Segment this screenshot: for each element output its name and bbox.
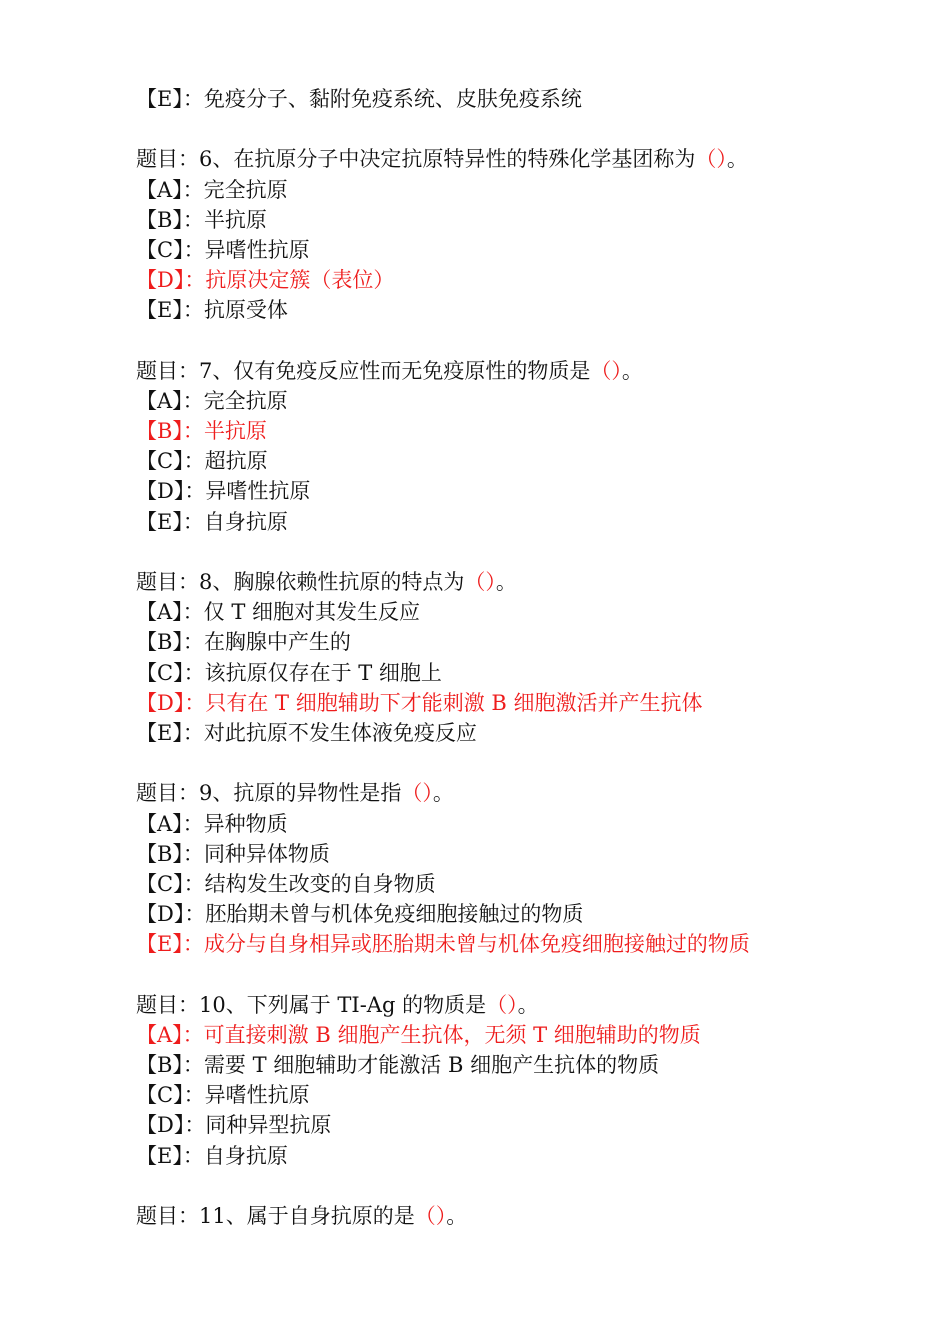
- option-label: 【B】：: [136, 1053, 204, 1077]
- question-list: [136, 114, 896, 1231]
- option-text: 抗原决定簇（表位）: [205, 268, 395, 293]
- blank-line: [136, 1171, 896, 1201]
- option-text: 需要 T 细胞辅助才能激活 B 细胞产生抗体的物质: [203, 1053, 660, 1077]
- option-line: [136, 869, 896, 899]
- option-line: [136, 476, 896, 506]
- option-text: 超抗原: [204, 449, 268, 474]
- option-text: 同种异体物质: [203, 841, 330, 866]
- option-line: [136, 446, 896, 476]
- question-end-mark: 。: [495, 570, 517, 594]
- option-label: 【B】：: [136, 841, 204, 866]
- option-line: [136, 386, 896, 416]
- option-line: [136, 175, 896, 205]
- option-label: 【D】：: [136, 1113, 206, 1138]
- option-label: 【A】：: [136, 177, 204, 202]
- option-line-correct: [136, 929, 896, 959]
- option-label: 【C】：: [136, 237, 205, 262]
- option-label: 【E】：: [136, 932, 204, 957]
- option-text: 仅 T 细胞对其发生反应: [203, 600, 421, 625]
- option-line: [136, 205, 896, 235]
- answer-parenthesis: （）: [401, 781, 433, 806]
- blank-line: [136, 959, 896, 989]
- option-text: 异嗜性抗原: [204, 237, 310, 262]
- option-line: [136, 1110, 896, 1140]
- option-line: [136, 295, 896, 325]
- option-text: 只有在 T 细胞辅助下才能刺激 B 细胞激活并产生抗体: [205, 690, 703, 715]
- question-text: 题目：8、胸腺依赖性抗原的特点为: [136, 570, 465, 594]
- option-label: 【B】：: [136, 419, 204, 444]
- question-end-mark: 。: [517, 992, 539, 1017]
- answer-parenthesis: （）: [590, 358, 622, 383]
- option-label: 【E】：: [136, 720, 204, 745]
- option-text: 半抗原: [203, 207, 267, 232]
- question-end-mark: 。: [621, 358, 643, 383]
- option-label: 【A】：: [136, 811, 204, 836]
- option-line: [136, 84, 896, 114]
- option-text: 免疫分子、黏附免疫系统、皮肤免疫系统: [203, 87, 582, 111]
- option-text: 可直接刺激 B 细胞产生抗体，无须 T 细胞辅助的物质: [203, 1022, 701, 1047]
- option-text: 在胸腺中产生的: [203, 630, 351, 655]
- option-line: [136, 235, 896, 265]
- question-text: 题目：7、仅有免疫反应性而无免疫原性的物质是: [136, 358, 591, 383]
- option-text: 半抗原: [203, 419, 267, 444]
- option-label: 【C】：: [136, 1083, 205, 1108]
- option-text: 完全抗原: [203, 177, 288, 202]
- option-label: 【D】：: [136, 268, 206, 293]
- question-title: [136, 1201, 896, 1231]
- question-title: [136, 567, 896, 597]
- option-label: 【E】：: [136, 509, 204, 534]
- answer-parenthesis: （）: [695, 147, 727, 172]
- option-text: 胚胎期未曾与机体免疫细胞接触过的物质: [205, 902, 584, 927]
- option-text: 自身抗原: [203, 1143, 288, 1168]
- option-line: [136, 1050, 896, 1080]
- blank-line: [136, 748, 896, 778]
- option-line: [136, 1080, 896, 1110]
- option-text: 同种异型抗原: [205, 1113, 332, 1138]
- option-line: [136, 1141, 896, 1171]
- option-label: 【D】：: [136, 479, 206, 504]
- option-line-correct: [136, 688, 896, 718]
- question-title: [136, 144, 896, 174]
- option-label: 【B】：: [136, 630, 204, 655]
- option-label: 【E】：: [136, 1143, 204, 1168]
- option-label: 【A】：: [136, 388, 204, 413]
- option-label: 【E】：: [136, 87, 204, 111]
- option-label: 【D】：: [136, 690, 206, 715]
- blank-line: [136, 326, 896, 356]
- question-end-mark: 。: [446, 1203, 468, 1228]
- option-label: 【D】：: [136, 902, 206, 927]
- option-line-correct: [136, 265, 896, 295]
- question-title: [136, 356, 896, 386]
- option-line: [136, 597, 896, 627]
- answer-parenthesis: （）: [414, 1203, 447, 1228]
- option-line: [136, 658, 896, 688]
- question-text: 题目：9、抗原的异物性是指: [136, 781, 402, 806]
- question-end-mark: 。: [432, 781, 454, 806]
- option-label: 【C】：: [136, 449, 205, 474]
- option-line: [136, 718, 896, 748]
- option-text: 结构发生改变的自身物质: [204, 871, 436, 896]
- option-text: 成分与自身相异或胚胎期未曾与机体免疫细胞接触过的物质: [203, 932, 750, 957]
- blank-line: [136, 114, 896, 144]
- option-line-correct: [136, 416, 896, 446]
- option-text: 自身抗原: [203, 509, 288, 534]
- option-line: [136, 839, 896, 869]
- question-title: [136, 990, 896, 1020]
- answer-parenthesis: （）: [464, 570, 496, 594]
- option-label: 【A】：: [136, 600, 204, 625]
- option-label: 【E】：: [136, 298, 204, 323]
- question-text: 题目：10、下列属于 TI-Ag 的物质是: [136, 992, 487, 1017]
- option-text: 异种物质: [203, 811, 288, 836]
- option-text: 异嗜性抗原: [205, 479, 311, 504]
- option-text: 异嗜性抗原: [204, 1083, 310, 1108]
- option-label: 【A】：: [136, 1022, 204, 1047]
- option-label: 【C】：: [136, 660, 205, 685]
- option-line: [136, 809, 896, 839]
- option-label: 【B】：: [136, 207, 204, 232]
- question-text: 题目：6、在抗原分子中决定抗原特异性的特殊化学基团称为: [136, 147, 696, 172]
- question-text: 题目：11、属于自身抗原的是: [136, 1203, 415, 1228]
- option-line-correct: [136, 1020, 896, 1050]
- option-label: 【C】：: [136, 871, 205, 896]
- answer-parenthesis: （）: [486, 992, 518, 1017]
- blank-line: [136, 537, 896, 567]
- option-text: 对此抗原不发生体液免疫反应: [203, 720, 477, 745]
- option-text: 完全抗原: [203, 388, 288, 413]
- question-end-mark: 。: [726, 147, 748, 172]
- option-line: [136, 627, 896, 657]
- option-line: [136, 899, 896, 929]
- option-text: 抗原受体: [203, 298, 288, 323]
- exam-document: [136, 84, 896, 1231]
- option-line: [136, 507, 896, 537]
- question-title: [136, 778, 896, 808]
- option-text: 该抗原仅存在于 T 细胞上: [204, 660, 442, 685]
